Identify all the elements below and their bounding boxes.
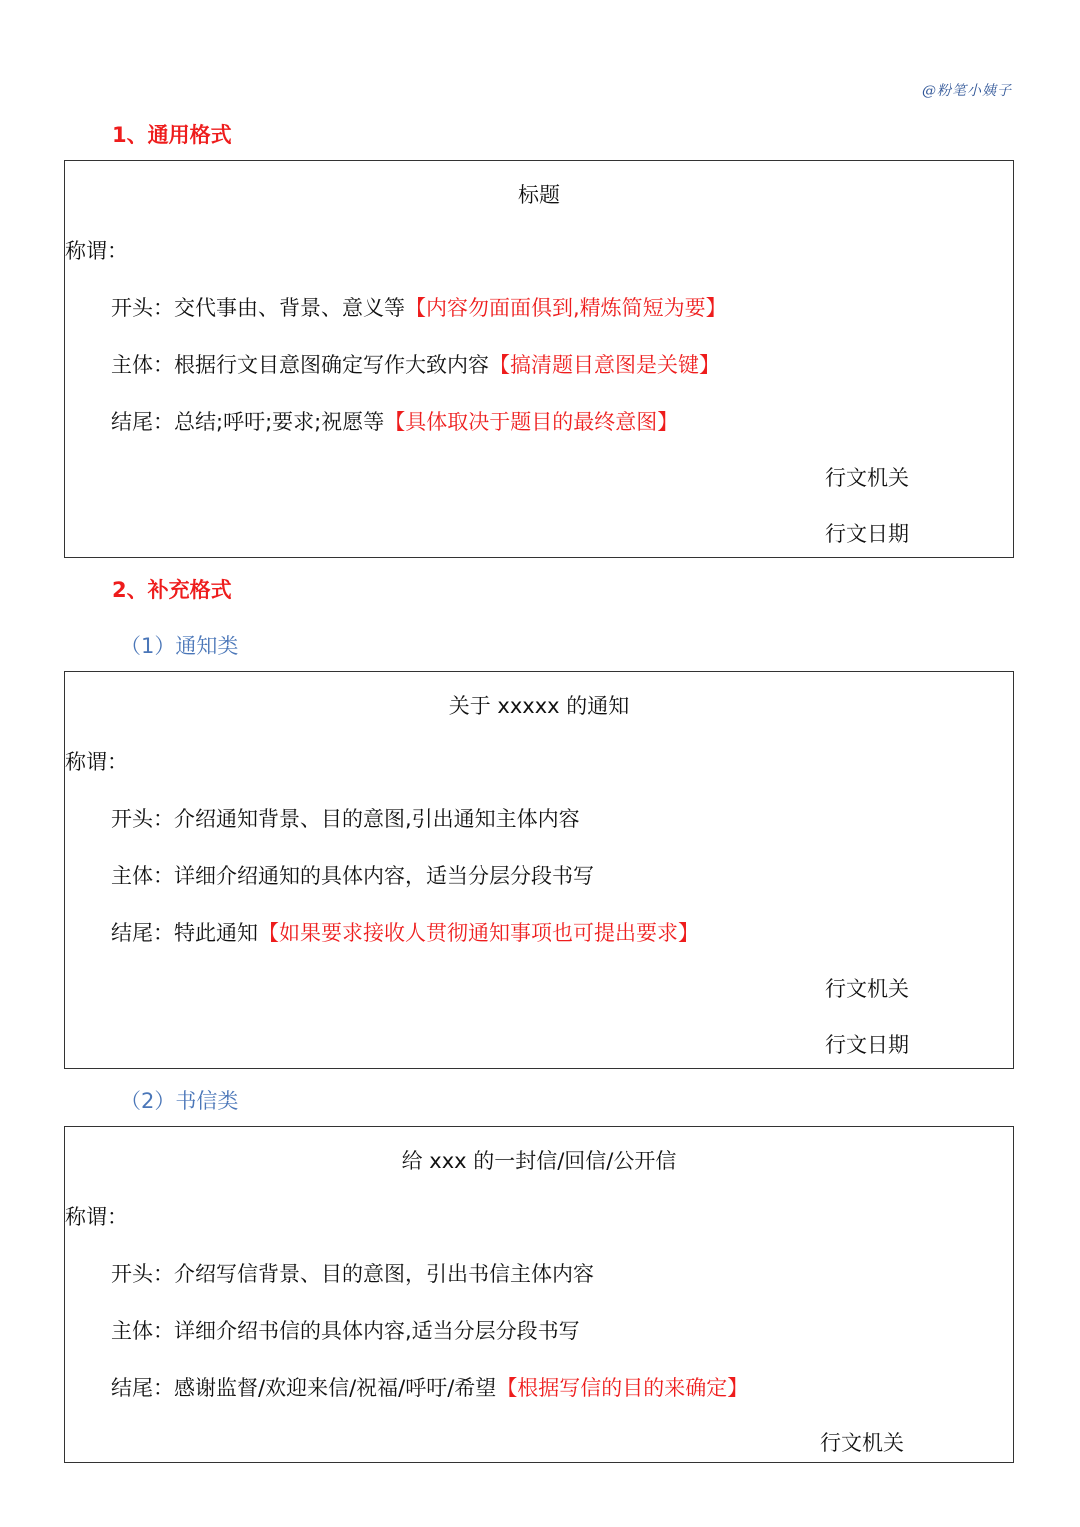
body-line: 主体：详细介绍通知的具体内容，适当分层分段书写 — [111, 864, 594, 888]
general-format-box — [64, 160, 1014, 558]
issuer: 行文机关 — [825, 466, 909, 490]
opening-note: 【内容勿面面俱到,精炼简短为要】 — [405, 296, 727, 320]
ending-line — [111, 406, 678, 436]
ending-label: 结尾：感谢监督/欢迎来信/祝福/呼吁/希望 — [111, 1376, 497, 1400]
ending-note: 【如果要求接收人贯彻通知事项也可提出要求】 — [258, 921, 699, 945]
ending-label: 结尾：特此通知 — [111, 921, 258, 945]
ending-note: 【根据写信的目的来确定】 — [496, 1376, 749, 1400]
body-note: 【搞清题目意图是关键】 — [489, 353, 720, 377]
watermark: @粉笔小姨子 — [922, 83, 1012, 99]
notice-format-box — [64, 671, 1014, 1069]
salutation: 称谓： — [65, 750, 128, 774]
issuer: 行文机关 — [820, 1431, 904, 1455]
subheading-letter: （2）书信类 — [120, 1089, 239, 1113]
opening-line: 开头：介绍写信背景、目的意图，引出书信主体内容 — [111, 1262, 594, 1286]
opening-label: 开头：交代事由、背景、意义等 — [111, 296, 405, 320]
ending-note: 【具体取决于题目的最终意图】 — [384, 410, 679, 434]
letter-format-box — [64, 1126, 1014, 1463]
box-title: 关于 xxxxx 的通知 — [448, 694, 630, 718]
body-line: 主体：详细介绍书信的具体内容,适当分层分段书写 — [111, 1319, 580, 1343]
salutation: 称谓： — [65, 239, 128, 263]
body-line — [111, 349, 720, 379]
box-title: 标题 — [518, 183, 560, 207]
opening-line — [111, 292, 727, 322]
salutation: 称谓： — [65, 1205, 128, 1229]
ending-label: 结尾：总结;呼吁;要求;祝愿等 — [111, 410, 385, 434]
date: 行文日期 — [825, 522, 909, 546]
subheading-notice: （1）通知类 — [120, 634, 239, 658]
ending-line — [111, 917, 699, 947]
issuer: 行文机关 — [825, 977, 909, 1001]
section-heading-general: 1、通用格式 — [112, 123, 232, 147]
body-label: 主体：根据行文目意图确定写作大致内容 — [111, 353, 489, 377]
opening-line: 开头：介绍通知背景、目的意图,引出通知主体内容 — [111, 807, 580, 831]
date: 行文日期 — [825, 1033, 909, 1057]
box-title: 给 xxx 的一封信/回信/公开信 — [401, 1149, 677, 1173]
section-heading-supplement: 2、补充格式 — [112, 578, 232, 602]
ending-line — [111, 1372, 748, 1402]
